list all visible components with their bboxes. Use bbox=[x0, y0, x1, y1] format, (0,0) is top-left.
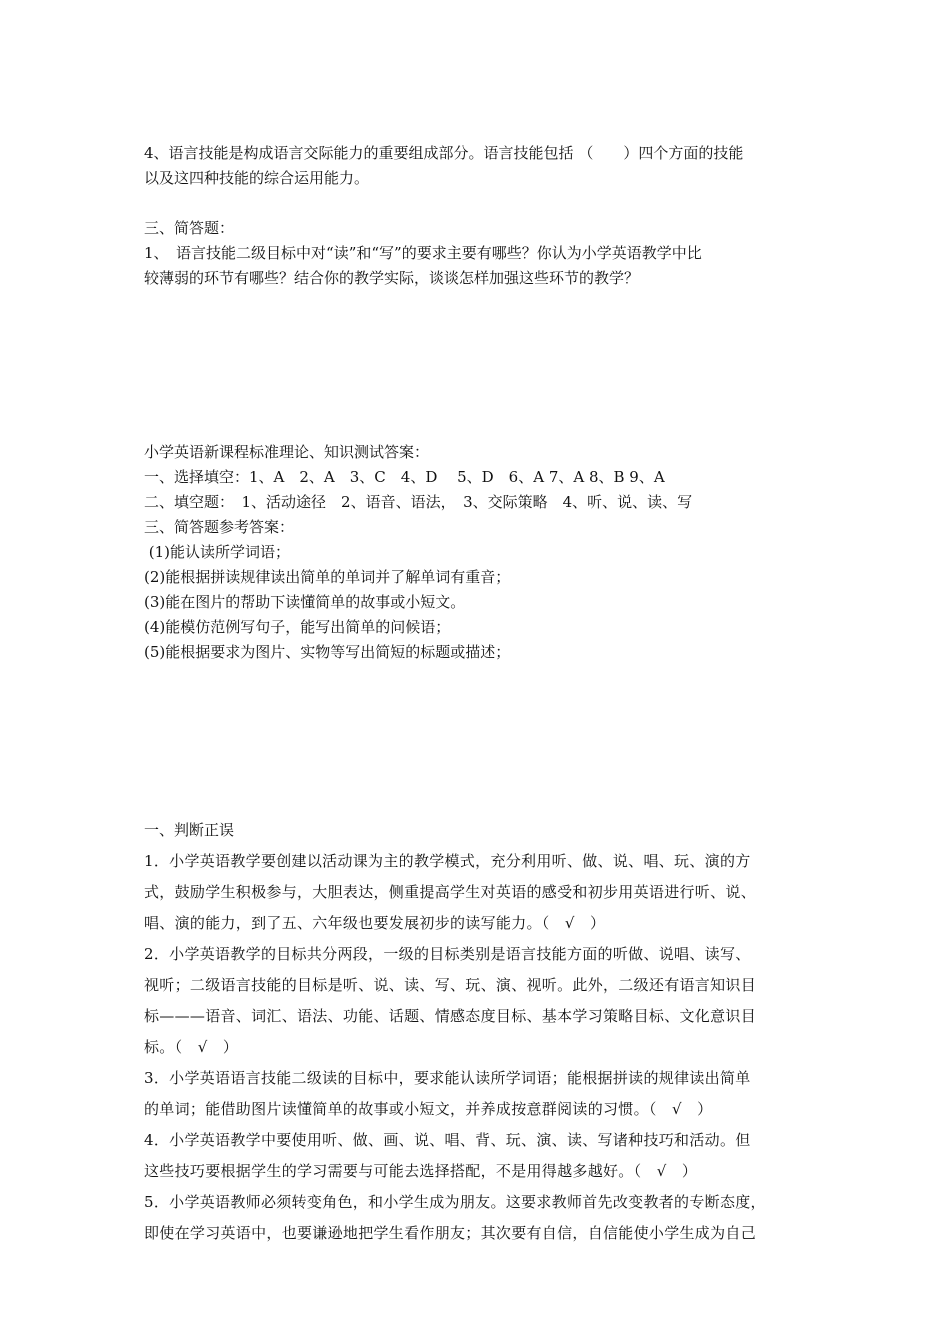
judgement-line: 4．小学英语教学中要使用听、做、画、说、唱、背、玩、演、读、写诸种技巧和活动。但 bbox=[144, 1131, 751, 1149]
short-answer-question-1-line-1: 1、 语言技能二级目标中对“读”和“写”的要求主要有哪些？你认为小学英语教学中比 bbox=[144, 244, 702, 262]
answer-item: (2)能根据拼读规律读出简单的单词并了解单词有重音； bbox=[144, 568, 511, 586]
judgement-line: 5．小学英语教师必须转变角色，和小学生成为朋友。这要求教师首先改变教者的专断态度， bbox=[144, 1193, 766, 1211]
answers-fill: 二、填空题： 1、活动途径 2、语音、语法， 3、交际策略 4、听、说、读、写 bbox=[144, 493, 693, 511]
answers-short-heading: 三、简答题参考答案： bbox=[144, 518, 295, 536]
short-answer-question-1-line-2: 较薄弱的环节有哪些？结合你的教学实际，谈谈怎样加强这些环节的教学？ bbox=[144, 269, 640, 287]
judgement-line: 标。（ √ ） bbox=[144, 1038, 239, 1056]
answers-title: 小学英语新课程标准理论、知识测试答案： bbox=[144, 443, 430, 461]
short-answer-heading: 三、简答题： bbox=[144, 219, 235, 237]
judgement-line: 2．小学英语教学的目标共分两段，一级的目标类别是语言技能方面的听做、说唱、读写、 bbox=[144, 945, 751, 963]
judgement-line: 唱、演的能力，到了五、六年级也要发展初步的读写能力。（ √ ） bbox=[144, 914, 606, 932]
judgement-line: 3．小学英语语言技能二级读的目标中，要求能认读所学词语；能根据拼读的规律读出简单 bbox=[144, 1069, 751, 1087]
answer-item: (1)能认读所学词语； bbox=[144, 543, 291, 561]
answers-choice: 一、选择填空：1、A 2、A 3、C 4、D 5、D 6、A 7、A 8、B 9、A bbox=[144, 468, 665, 486]
judgement-line: 1．小学英语教学要创建以活动课为主的教学模式，充分利用听、做、说、唱、玩、演的方 bbox=[144, 852, 751, 870]
judgement-line: 这些技巧要根据学生的学习需要与可能去选择搭配，不是用得越多越好。（ √ ） bbox=[144, 1162, 698, 1180]
fill-question-4-line-1: 4、语言技能是构成语言交际能力的重要组成部分。语言技能包括 （ ）四个方面的技能 bbox=[144, 144, 744, 162]
answer-item: (4)能模仿范例写句子，能写出简单的问候语； bbox=[144, 618, 451, 636]
judgement-heading: 一、判断正误 bbox=[144, 821, 235, 839]
judgement-line: 视听；二级语言技能的目标是听、说、读、写、玩、演、视听。此外，二级还有语言知识目 bbox=[144, 976, 757, 994]
judgement-line: 的单词；能借助图片读懂简单的故事或小短文，并养成按意群阅读的习惯。（ √ ） bbox=[144, 1100, 713, 1118]
judgement-line: 即使在学习英语中，也要谦逊地把学生看作朋友；其次要有自信，自信能使小学生成为自己 bbox=[144, 1224, 757, 1242]
judgement-line: 标———语音、词汇、语法、功能、话题、情感态度目标、基本学习策略目标、文化意识目 bbox=[144, 1007, 757, 1025]
fill-question-4-line-2: 以及这四种技能的综合运用能力。 bbox=[144, 169, 370, 187]
answer-item: (3)能在图片的帮助下读懂简单的故事或小短文。 bbox=[144, 593, 466, 611]
judgement-line: 式，鼓励学生积极参与，大胆表达，侧重提高学生对英语的感受和初步用英语进行听、说、 bbox=[144, 883, 757, 901]
answer-item: (5)能根据要求为图片、实物等写出简短的标题或描述； bbox=[144, 643, 511, 661]
